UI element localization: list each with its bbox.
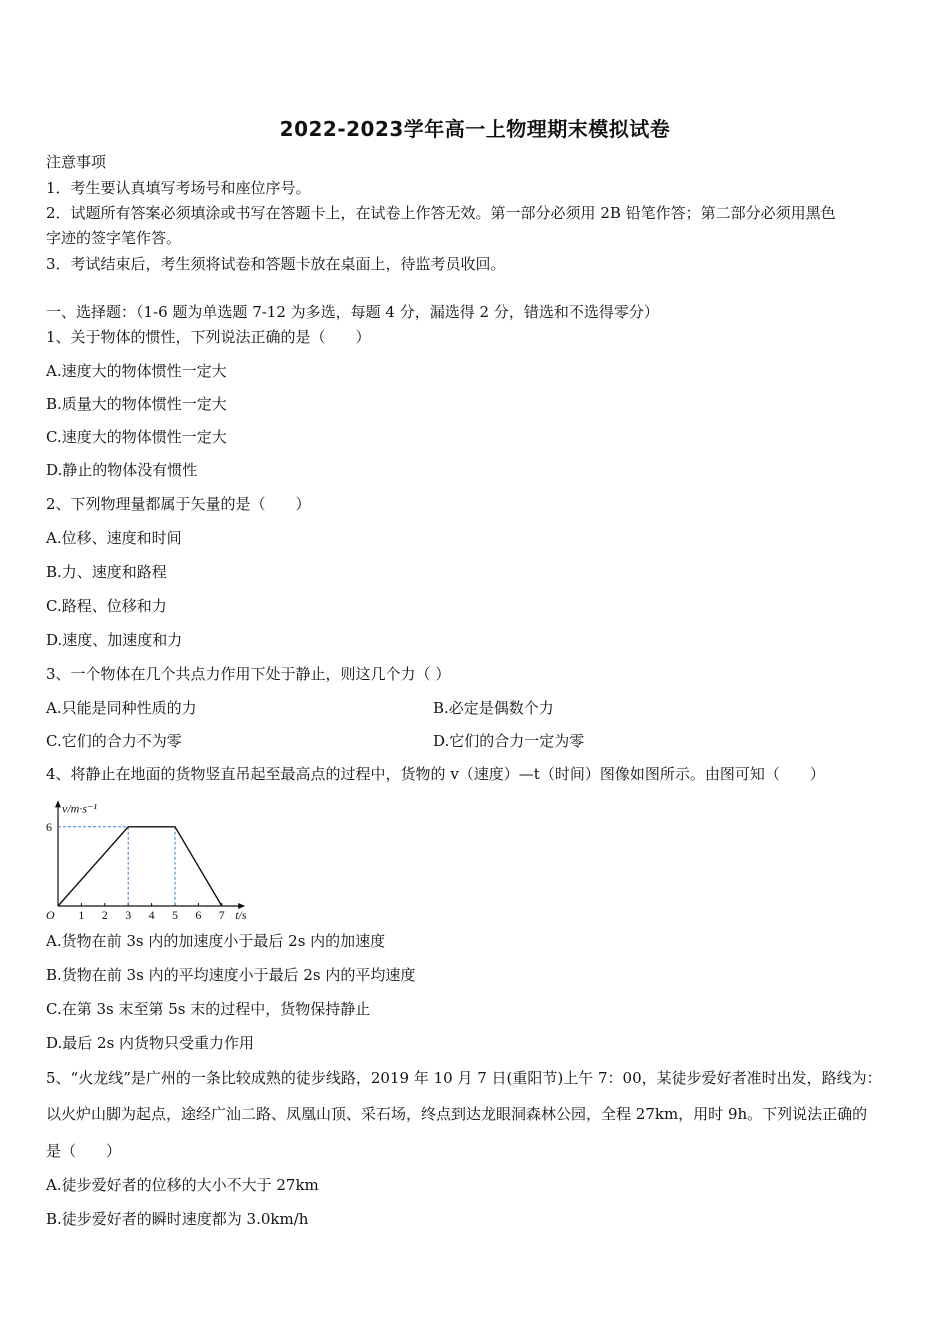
x-tick-label: 1 bbox=[78, 908, 85, 922]
question-1-option-c: C.速度大的物体惯性一定大 bbox=[46, 428, 227, 446]
question-2-option-a: A.位移、速度和时间 bbox=[46, 529, 182, 547]
question-2-option-c: C.路程、位移和力 bbox=[46, 597, 167, 615]
x-axis-label: t/s bbox=[235, 908, 247, 922]
question-1-option-d: D.静止的物体没有惯性 bbox=[46, 461, 198, 479]
question-1-stem: 1、关于物体的惯性，下列说法正确的是（ ） bbox=[46, 328, 371, 346]
question-5-stem-line-2: 以火炉山脚为起点，途经广汕二路、凤凰山顶、采石场，终点到达龙眼洞森林公园，全程 27km，用时 9h。下列说法正确的 bbox=[46, 1105, 868, 1123]
x-tick-label: 2 bbox=[101, 908, 108, 922]
question-5-option-a: A.徒步爱好者的位移的大小不大于 27km bbox=[46, 1176, 319, 1194]
y-axis-arrow bbox=[55, 800, 61, 807]
question-4-stem: 4、将静止在地面的货物竖直吊起至最高点的过程中，货物的 v（速度）—t（时间）图像如图所示。由图可知（ ） bbox=[46, 765, 825, 783]
question-5-stem-line-1: 5、“火龙线”是广州的一条比较成熟的徒步线路，2019 年 10 月 7 日(重阳节)上午 7：00，某徒步爱好者准时出发，路线为： bbox=[46, 1069, 882, 1087]
section-heading: 一、选择题：（1-6 题为单选题 7-12 为多选，每题 4 分，漏选得 2 分，错选和不选得零分） bbox=[46, 303, 659, 321]
x-tick-label: 7 bbox=[218, 908, 225, 922]
question-3-option-c: C.它们的合力不为零 bbox=[46, 732, 182, 750]
question-1-option-a: A.速度大的物体惯性一定大 bbox=[46, 362, 227, 380]
x-tick-label: 5 bbox=[172, 908, 178, 922]
notice-item-1: 1．考生要认真填写考场号和座位序号。 bbox=[46, 179, 311, 197]
question-1-option-b: B.质量大的物体惯性一定大 bbox=[46, 395, 227, 413]
question-4-option-c: C.在第 3s 末至第 5s 末的过程中，货物保持静止 bbox=[46, 1000, 371, 1018]
question-3-option-a: A.只能是同种性质的力 bbox=[46, 699, 197, 717]
x-tick-label: 6 bbox=[195, 908, 202, 922]
question-3-option-d: D.它们的合力一定为零 bbox=[433, 732, 585, 750]
notice-item-2-cont: 字迹的签字笔作答。 bbox=[46, 229, 182, 247]
y-tick-label: 6 bbox=[46, 819, 52, 834]
origin-label: O bbox=[46, 908, 55, 922]
notice-item-2: 2．试题所有答案必须填涂或书写在答题卡上，在试卷上作答无效。第一部分必须用 2B 铅笔作答；第二部分必须用黑色 bbox=[46, 204, 836, 222]
x-tick-label: 4 bbox=[148, 908, 155, 922]
question-5-stem-line-3: 是（ ） bbox=[46, 1142, 122, 1160]
question-2-option-d: D.速度、加速度和力 bbox=[46, 631, 183, 649]
vt-graph bbox=[42, 794, 262, 924]
question-3-option-b: B.必定是偶数个力 bbox=[433, 699, 554, 717]
question-4-option-d: D.最后 2s 内货物只受重力作用 bbox=[46, 1034, 255, 1052]
question-4-option-b: B.货物在前 3s 内的平均速度小于最后 2s 内的平均速度 bbox=[46, 966, 416, 984]
question-2-option-b: B.力、速度和路程 bbox=[46, 563, 167, 581]
notice-item-3: 3．考试结束后，考生须将试卷和答题卡放在桌面上，待监考员收回。 bbox=[46, 255, 506, 273]
page-title: 2022-2023学年高一上物理期末模拟试卷 bbox=[279, 117, 671, 141]
question-5-option-b: B.徒步爱好者的瞬时速度都为 3.0km/h bbox=[46, 1210, 309, 1228]
velocity-series-line bbox=[58, 827, 222, 906]
x-tick-label: 3 bbox=[125, 908, 132, 922]
notice-heading: 注意事项 bbox=[46, 153, 107, 171]
y-axis-label: v/m·s⁻¹ bbox=[62, 801, 97, 816]
question-2-stem: 2、下列物理量都属于矢量的是（ ） bbox=[46, 495, 311, 513]
question-4-option-a: A.货物在前 3s 内的加速度小于最后 2s 内的加速度 bbox=[46, 932, 386, 950]
question-3-stem: 3、一个物体在几个共点力作用下处于静止，则这几个力（ ） bbox=[46, 665, 451, 683]
